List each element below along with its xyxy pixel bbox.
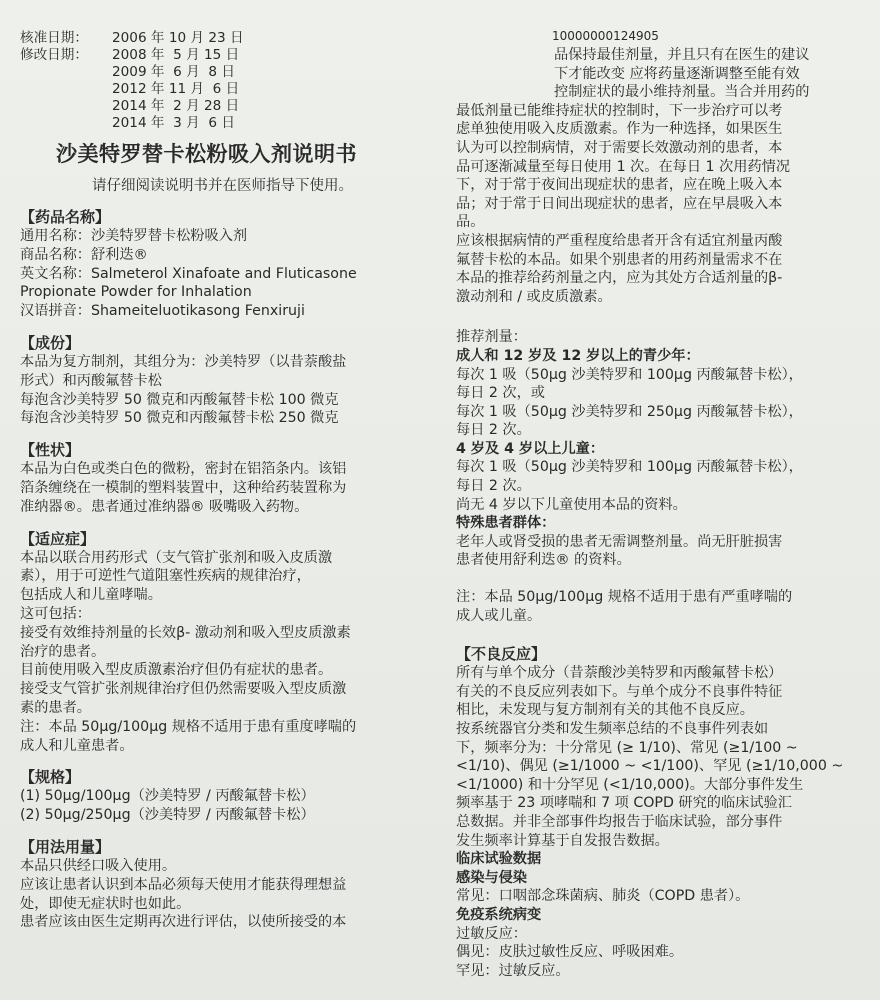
text-line: 老年人或肾受损的患者无需调整剂量。尚无肝脏损害 — [456, 533, 783, 550]
date-label — [20, 115, 112, 132]
text-line: 应该根据病情的严重程度给患者开含有适宜剂量丙酸 — [456, 232, 783, 249]
date-label: 核准日期： — [20, 30, 88, 46]
text-line: (2) 50μg/250μg（沙美特罗 / 丙酸氟替卡松） — [20, 807, 315, 824]
text-line: 商品名称：舒利迭® — [20, 246, 148, 263]
document-number: 10000000124905 — [552, 29, 659, 43]
text-line: 患者使用舒利迭® 的资料。 — [456, 552, 631, 569]
text-line: 品；对于常于日间出现症状的患者，应在早晨吸入本 — [456, 195, 783, 212]
text-line: 过敏反应： — [456, 925, 527, 942]
section-heading: 【性状】 — [20, 441, 81, 460]
infection-heading: 感染与侵染 — [456, 869, 527, 886]
text-line: 每日 2 次。 — [456, 478, 531, 495]
text-line: 素的患者。 — [20, 699, 91, 716]
text-line: 目前使用吸入型皮质激素治疗但仍有症状的患者。 — [20, 662, 333, 679]
date-value: 2008 年 5 月 15 日 — [112, 47, 240, 63]
text-line: 尚无 4 岁以下儿童使用本品的资料。 — [456, 496, 687, 513]
text-line: 每泡含沙美特罗 50 微克和丙酸氟替卡松 100 微克 — [20, 391, 339, 408]
text-line: 治疗的患者。 — [20, 643, 106, 660]
text-line: 常见：口咽部念珠菌病、肺炎（COPD 患者）。 — [456, 888, 750, 905]
date-label: 修改日期： — [20, 47, 88, 63]
text-line: 注：本品 50μg/100μg 规格不适用于患有重度哮喘的 — [20, 718, 357, 735]
date-value: 2006 年 10 月 23 日 — [112, 30, 244, 46]
text-line: 品。 — [456, 214, 485, 231]
text-line: 本品为白色或类白色的微粉，密封在铝箔条内。该铝 — [20, 461, 347, 478]
text-line: 发生频率计算基于自发报告数据。 — [456, 832, 669, 849]
section-heading: 【成份】 — [20, 333, 81, 352]
text-line: 汉语拼音：Shameiteluotikasong Fenxiruji — [20, 303, 305, 320]
text-line: 罕见：过敏反应。 — [456, 962, 570, 979]
text-line: 每次 1 吸（50μg 沙美特罗和 100μg 丙酸氟替卡松）， — [456, 366, 803, 383]
left-column — [20, 30, 440, 932]
section-composition — [20, 334, 440, 428]
text-line: 患者应该由医生定期再次进行评估，以使所接受的本 — [20, 914, 347, 931]
section-heading: 【规格】 — [20, 768, 81, 787]
text-line: 包括成人和儿童哮喘。 — [20, 587, 162, 604]
dosage-continued — [456, 46, 860, 306]
section-heading: 【适应症】 — [20, 529, 96, 548]
recommended-title: 推荐剂量： — [456, 329, 527, 346]
text-line: 虑单独使用吸入皮质激素。作为一种选择，如果医生 — [456, 121, 783, 138]
date-value: 2014 年 3 月 6 日 — [112, 115, 235, 131]
right-column — [456, 28, 860, 980]
text-line: 相比，未发现与复方制剂有关的其他不良反应。 — [456, 702, 754, 719]
section-specs — [20, 768, 440, 825]
text-line: Propionate Powder for Inhalation — [20, 284, 252, 301]
section-adverse-reactions — [456, 645, 860, 980]
section-description — [20, 441, 440, 516]
adult-heading: 成人和 12 岁及 12 岁以上的青少年： — [456, 347, 700, 364]
text-line: <1/10)、偶见 (≥1/1000 ~ <1/100)、罕见 (≥1/10,000 ~ — [456, 758, 844, 775]
date-label — [20, 64, 112, 81]
text-line: 英文名称：Salmeterol Xinafoate and Fluticasone — [20, 265, 357, 282]
text-line: 品保持最佳剂量，并且只有在医生的建议 — [554, 47, 810, 63]
text-line: 素），用于可逆性气道阻塞性疾病的规律治疗， — [20, 568, 311, 585]
document-subtitle: 请仔细阅读说明书并在医师指导下使用。 — [92, 178, 353, 194]
text-line: 本品只供经口吸入使用。 — [20, 857, 177, 874]
child-heading: 4 岁及 4 岁以上儿童： — [456, 440, 605, 457]
text-line: 应该让患者认识到本品必须每天使用才能获得理想益 — [20, 876, 347, 893]
immune-heading: 免疫系统病变 — [456, 906, 542, 923]
date-value: 2009 年 6 月 8 日 — [112, 64, 235, 80]
text-line: 每泡含沙美特罗 50 微克和丙酸氟替卡松 250 微克 — [20, 410, 339, 427]
text-line: 准纳器®。患者通过准纳器® 吸嘴吸入药物。 — [20, 498, 309, 515]
text-line: 认为可以控制病情，对于需要长效激动剂的患者，本 — [456, 139, 783, 156]
special-population-heading: 特殊患者群体： — [456, 515, 556, 532]
text-line: 处，即使无症状时也如此。 — [20, 895, 191, 912]
text-line: 每次 1 吸（50μg 沙美特罗和 250μg 丙酸氟替卡松）， — [456, 403, 803, 420]
section-indications — [20, 530, 440, 756]
section-drug-name — [20, 208, 440, 321]
text-line: <1/1000) 和十分罕见 (<1/10,000)。大部分事件发生 — [456, 776, 804, 793]
text-line: 偶见：皮肤过敏性反应、呼吸困难。 — [456, 944, 684, 961]
text-line: 通用名称：沙美特罗替卡松粉吸入剂 — [20, 228, 248, 244]
text-line: 激动剂和 / 或皮质激素。 — [456, 288, 612, 305]
section-heading: 【用法用量】 — [20, 837, 111, 856]
date-value: 2012 年 11 月 6 日 — [112, 81, 240, 97]
text-line: 最低剂量已能维持症状的控制时，下一步治疗可以考 — [456, 102, 783, 119]
text-line: 控制症状的最小维持剂量。当合并用药的 — [554, 84, 810, 101]
text-line: 接受有效维持剂量的长效β- 激动剂和吸入型皮质激素 — [20, 624, 351, 641]
text-line: 每日 2 次。 — [456, 422, 531, 439]
document-title: 沙美特罗替卡松粉吸入剂说明书 — [56, 142, 357, 166]
date-value: 2014 年 2 月 28 日 — [112, 98, 240, 114]
text-line: 成人或儿童。 — [456, 607, 542, 624]
text-line: (1) 50μg/100μg（沙美特罗 / 丙酸氟替卡松） — [20, 788, 315, 805]
section-dosage — [20, 838, 440, 932]
text-line: 每日 2 次，或 — [456, 385, 545, 402]
clinical-data-heading: 临床试验数据 — [456, 851, 542, 868]
text-line: 下，频率分为：十分常见 (≥ 1/10)、常见 (≥1/100 ~ — [456, 739, 798, 756]
text-line: 注：本品 50μg/100μg 规格不适用于患有严重哮喘的 — [456, 589, 793, 606]
section-heading: 【不良反应】 — [456, 645, 547, 664]
date-label — [20, 81, 112, 98]
text-line: 下，对于常于夜间出现症状的患者，应在晚上吸入本 — [456, 177, 783, 194]
approval-dates — [20, 30, 440, 132]
text-line: 接受支气管扩张剂规律治疗但仍然需要吸入型皮质激 — [20, 681, 347, 698]
text-line: 下才能改变 应将药量逐渐调整至能有效 — [554, 65, 800, 82]
recommended-dosage — [456, 328, 860, 625]
text-line: 按系统器官分类和发生频率总结的不良事件列表如 — [456, 721, 769, 737]
text-line: 成人和儿童患者。 — [20, 737, 134, 754]
text-line: 这可包括： — [20, 605, 91, 622]
text-line: 品可逐渐减量至每日使用 1 次。在每日 1 次用药情况 — [456, 158, 791, 175]
text-line: 频率基于 23 项哮喘和 7 项 COPD 研究的临床试验汇 — [456, 795, 792, 812]
text-line: 本品以联合用药形式（支气管扩张剂和吸入皮质激 — [20, 549, 333, 566]
text-line: 本品的推荐给药剂量之内，应为其处方合适剂量的β- — [456, 270, 783, 287]
text-line: 箔条缠绕在一模制的塑料装置中，这种给药装置称为 — [20, 479, 347, 496]
text-line: 每次 1 吸（50μg 沙美特罗和 100μg 丙酸氟替卡松）， — [456, 459, 803, 476]
text-line: 所有与单个成分（昔萘酸沙美特罗和丙酸氟替卡松） — [456, 665, 783, 682]
date-label — [20, 98, 112, 115]
text-line: 本品为复方制剂，其组分为：沙美特罗（以昔萘酸盐 — [20, 353, 347, 370]
text-line: 总数据。并非全部事件均报告于临床试验，部分事件 — [456, 813, 783, 830]
text-line: 形式）和丙酸氟替卡松 — [20, 372, 162, 389]
text-line: 氟替卡松的本品。如果个别患者的用药剂量需求不在 — [456, 251, 783, 268]
text-line: 有关的不良反应列表如下。与单个成分不良事件特征 — [456, 683, 783, 700]
section-heading: 【药品名称】 — [20, 208, 111, 226]
